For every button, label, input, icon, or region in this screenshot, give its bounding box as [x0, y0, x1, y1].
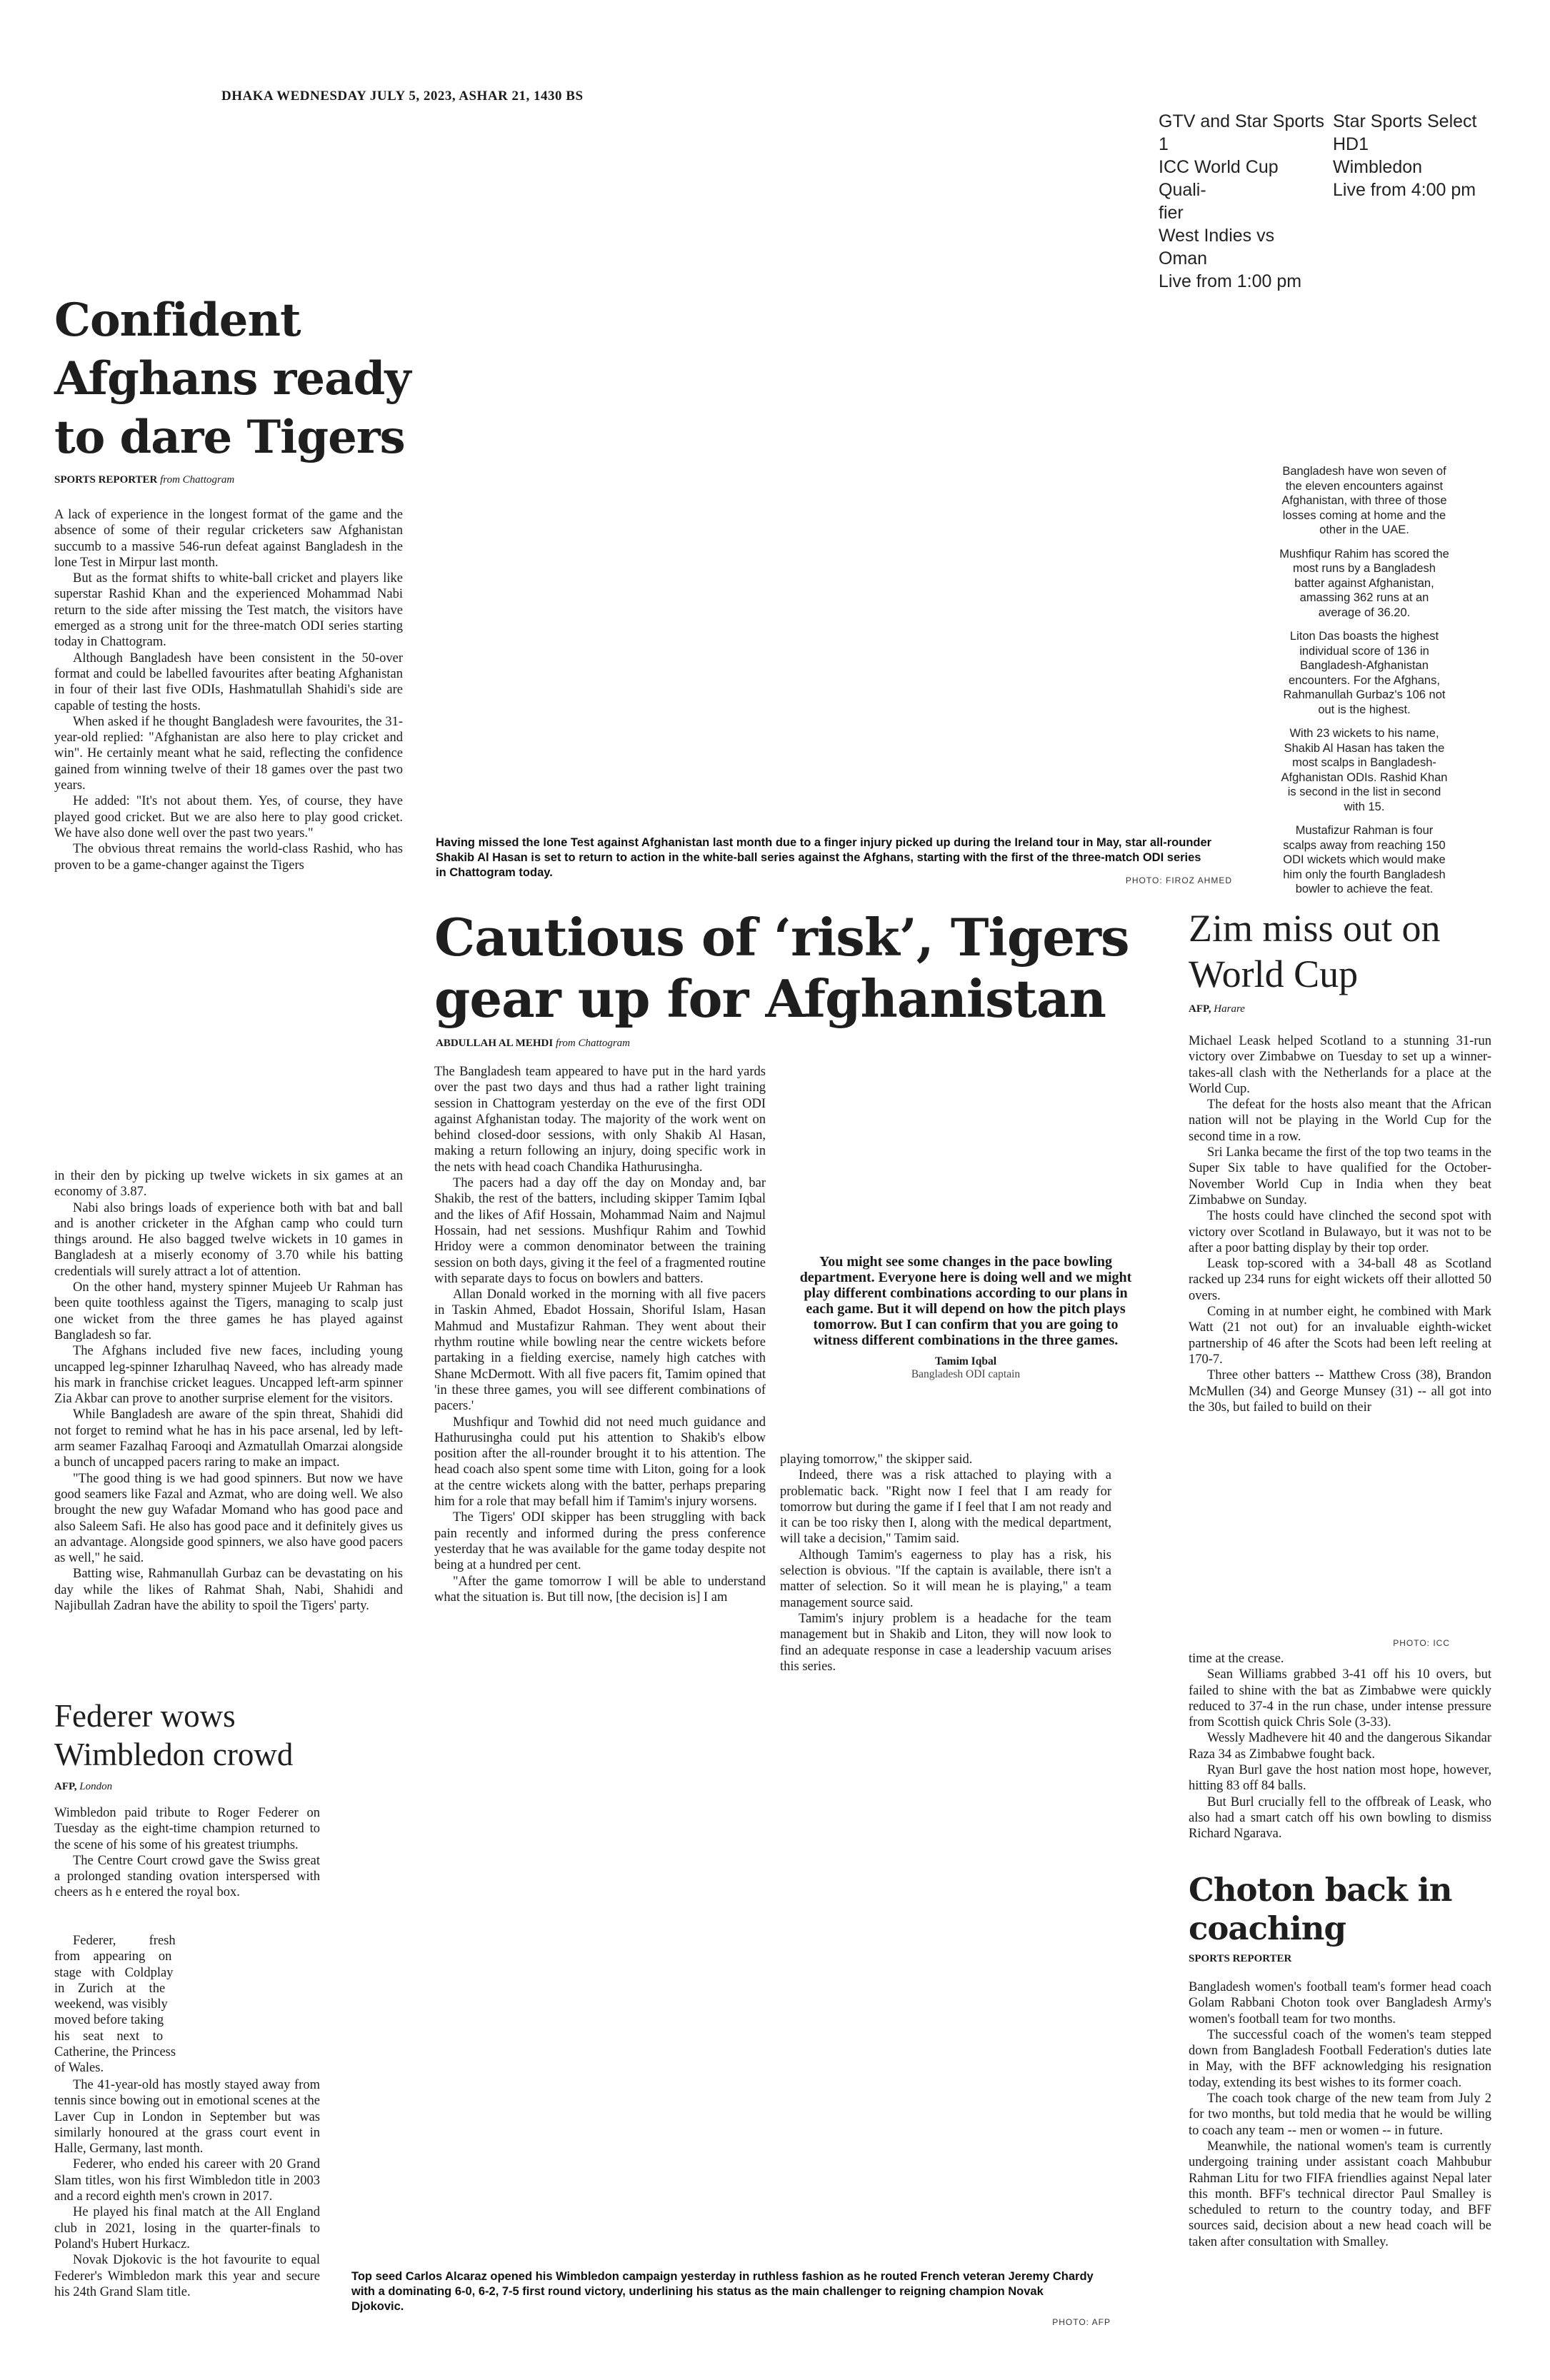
- headline-line: Zim miss out on: [1189, 907, 1441, 950]
- paragraph: Ryan Burl gave the host nation most hope, however, hitting 83 off 84 balls.: [1189, 1763, 1491, 1794]
- paragraph: "After the game tomorrow I will be able to understand what the situation is. But till now, [the decision is] I am: [434, 1574, 766, 1605]
- paragraph: The Tigers' ODI skipper has been struggling with back pain recently and informed during the press conference yesterday that he was available for the game today despite not being at a hundred per cent.: [434, 1510, 766, 1573]
- byline-author: AFP,: [1189, 1003, 1211, 1015]
- paragraph: in their den by picking up twelve wickets in six games at an economy of 3.87.: [54, 1169, 403, 1200]
- paragraph: Batting wise, Rahmanullah Gurbaz can be devastating on his day while the likes of Rahmat Shah, Nabi, Shahidi and Najibullah Zadran have the ability to spoil the Tigers' party.: [54, 1567, 403, 1614]
- byline-author: SPORTS REPORTER: [54, 474, 158, 486]
- article-zim-body-bottom: [1189, 1651, 1491, 1865]
- text-line: his seat next to: [54, 2029, 164, 2044]
- paragraph: The successful coach of the women's team stepped down from Bangladesh Football Federation's duties late in May, with the BFF acknowledging his resignation today, extending its best wishes to its former coach.: [1189, 2027, 1491, 2090]
- article-zim-body-top: [1189, 1033, 1491, 1505]
- text-line: Federer, fresh: [73, 1934, 176, 1948]
- text-line: moved before taking: [54, 2013, 164, 2028]
- paragraph: Tamim's injury problem is a headache for the team management but in Shakib and Liton, they will now look to find an adequate response in case a leadership vacuum arises this series.: [780, 1611, 1111, 1674]
- text-line: stage with Coldplay: [54, 1965, 174, 1980]
- paragraph: Although Tamim's eagerness to play has a risk, his selection is obvious. "If the captain is available, there isn't a matter of selection. So it will mean he is playing," a team management source said.: [780, 1547, 1111, 1610]
- fact-item: Liton Das boasts the highest individual score of 136 in Bangladesh-Afghanistan encounters. For the Afghans, Rahmanullah Gurbaz's 106 not out is the highest.: [1283, 630, 1446, 716]
- text-line: weekend, was visibly: [54, 1997, 168, 2012]
- fact-item: With 23 wickets to his name, Shakib Al Hasan has taken the most scalps in Bangladesh-Afghanistan ODIs. Rashid Khan is second in the list in second with 15.: [1281, 727, 1448, 813]
- headline-federer: [54, 1697, 411, 1774]
- headline-line: World Cup: [1189, 953, 1359, 995]
- paragraph: Leask top-scored with a 34-ball 48 as Scotland racked up 234 runs for eight wickets off their allotted 50 overs.: [1189, 1257, 1491, 1303]
- headline-line: Wimbledon crowd: [54, 1737, 294, 1772]
- tv-time: Live from 1:00 pm: [1159, 271, 1302, 291]
- paragraph: Bangladesh women's football team's former head coach Golam Rabbani Choton took over Bangladesh Army's women's football team for two months.: [1189, 1980, 1491, 2027]
- quote-role: Bangladesh ODI captain: [911, 1368, 1021, 1380]
- paragraph: While Bangladesh are aware of the spin threat, Shahidi did not forget to remind what he has in his pace arsenal, led by left-arm seamer Fazalhaq Farooqi and Azmatullah Omarzai alongside a bunch of uncapped pacers raring to make an impact.: [54, 1407, 403, 1470]
- fact-item: Mustafizur Rahman is four scalps away from reaching 150 ODI wickets which would make him only the fourth Bangladesh bowler to achieve the feat.: [1283, 824, 1446, 895]
- paragraph: But as the format shifts to white-ball cricket and players like superstar Rashid Khan and the experienced Mohammad Nabi return to the side after missing the Test match, the visitors have emerged as a strong unit for the three-match ODI series starting today in Chattogram.: [54, 571, 403, 650]
- paragraph: The obvious threat remains the world-class Rashid, who has proven to be a game-changer against the Tigers: [54, 842, 403, 873]
- article-afghans-body-bottom: [54, 1168, 403, 1682]
- article-choton-body: [1189, 1979, 1491, 2315]
- byline-location: London: [79, 1781, 113, 1792]
- tv-channel: Star Sports Select HD1: [1333, 111, 1477, 154]
- byline-author: SPORTS REPORTER: [1189, 1953, 1292, 1964]
- paragraph: Allan Donald worked in the morning with all five pacers in Taskin Ahmed, Ebadot Hossain, Shoriful Islam, Hasan Mahmud and Mustafizur Rahman. They went about their rhythm routine while bowling near the centre wickets before partaking in a fielding exercise, namely high catches with Shane McDermott. With all five pacers fit, Tamim opined that 'in these three games, you will see different combinations of pacers.': [434, 1287, 766, 1414]
- paragraph: The hosts could have clinched the second spot with victory over Scotland in Bulawayo, but it was not to be after a poor batting display by their top order.: [1189, 1209, 1491, 1255]
- headline-line: Confident: [54, 293, 301, 347]
- paragraph: Coming in at number eight, he combined with Mark Watt (21 not out) for an invaluable eighth-wicket partnership of 46 after the Scots had been left reeling at 170-7.: [1189, 1305, 1491, 1367]
- paragraph: He added: "It's not about them. Yes, of course, they have played good cricket. But we are also here to play good cricket. We have also done well over the past two years.": [54, 794, 403, 840]
- paragraph: Sri Lanka became the first of the top two teams in the Super Six table to have qualified for the October-November World Cup in India when they beat Zimbabwe on Sunday.: [1189, 1145, 1491, 1207]
- paragraph: He played his final match at the All England club in 2021, losing in the quarter-finals to Poland's Hubert Hurkacz.: [54, 2205, 320, 2251]
- tv-event: ICC World Cup Quali- fier West Indies vs Oman: [1159, 157, 1279, 268]
- headline-zim: [1189, 905, 1503, 997]
- fact-item: Mushfiqur Rahim has scored the most runs by a Bangladesh batter against Afghanistan, amassing 362 runs at an average of 36.20.: [1279, 547, 1449, 619]
- byline-federer: [54, 1781, 340, 1793]
- quote-text: You might see some changes in the pace bowling department. Everyone here is doing well and we might play different combinations according to our plans in each game. But it will depend on how the pitch plays tomorrow. But I can confirm that you are going to witness different combinations in the three games.: [799, 1254, 1132, 1348]
- paragraph: Wimbledon paid tribute to Roger Federer on Tuesday as the eight-time champion returned to the scene of his some of his greatest triumphs.: [54, 1806, 320, 1852]
- headline-choton: [1189, 1871, 1503, 1948]
- paragraph: Indeed, there was a risk attached to playing with a problematic back. "Right now I feel that I am ready for tomorrow but during the game if I feel that I am not ready and it can be too risky then I, along with the medical department, will take a decision," Tamim said.: [780, 1468, 1111, 1547]
- text-line: in Zurich at the: [54, 1981, 166, 1996]
- headline-afghans: [54, 291, 426, 467]
- fact-item: Bangladesh have won seven of the eleven encounters against Afghanistan, with three of those losses coming at home and the other in the UAE.: [1281, 465, 1447, 536]
- headline-line: Federer wows: [54, 1698, 236, 1734]
- headline-line: Afghans ready: [54, 352, 411, 406]
- byline-tigers: [436, 1038, 864, 1050]
- byline-author: AFP,: [54, 1781, 77, 1792]
- headline-line: coaching: [1189, 1909, 1346, 1947]
- tv-event: Wimbledon: [1333, 157, 1423, 177]
- article-federer-wrap: [54, 1933, 214, 2077]
- paragraph: On the other hand, mystery spinner Mujeeb Ur Rahman has been quite toothless against the Tigers, managing to scalp just one wicket from the three games he has played against Bangladesh so far.: [54, 1280, 403, 1342]
- facts-box: [1279, 464, 1450, 906]
- paragraph: Novak Djokovic is the hot favourite to equal Federer's Wimbledon mark this year and secure his 24th Grand Slam title.: [54, 2253, 320, 2299]
- headline-line: to dare Tigers: [54, 411, 405, 464]
- byline-author: ABDULLAH AL MEHDI: [436, 1038, 554, 1049]
- paragraph: When asked if he thought Bangladesh were favourites, the 31-year-old replied: "Afghanistan are also here to play cricket and win". He certainly meant what he said, reflecting the confidence gained from winning twelve of their 18 games over the past two years.: [54, 714, 403, 793]
- paragraph: Michael Leask helped Scotland to a stunning 31-run victory over Zimbabwe on Tuesday to set up a winner-takes-all clash with the Netherlands for a place at the World Cup.: [1189, 1034, 1491, 1096]
- paragraph: The pacers had a day off the day on Monday and, bar Shakib, the rest of the batters, including skipper Tamim Iqbal and the likes of Afif Hossain, Mohammad Naim and Najmul Hossain, had net sessions. Mushfiqur Rahim and Towhid Hridoy were a common denominator between the training session on both days, giving it the feel of a fragmented routine with separate days to focus on bowlers and batters.: [434, 1176, 766, 1286]
- article-federer-body-bottom: [54, 2077, 320, 2306]
- photo-caption-shakib: Having missed the lone Test against Afghanistan last month due to a finger injury picked up during the Ireland tour in May, star all-rounder Shakib Al Hasan is set to return to action in the white-ball series against the Afghans, starting with the first of the three-match ODI series in Chattogram today.: [436, 836, 1212, 879]
- byline-location: from Chattogram: [555, 1038, 630, 1049]
- photo-caption-alcaraz: Top seed Carlos Alcaraz opened his Wimbledon campaign yesterday in ruthless fashion as he routed French veteran Jeremy Chardy with a dominating 6-0, 6-2, 7-5 first round victory, underlining his status as the main challenger to reigning champion Novak Djokovic.: [351, 2270, 1094, 2313]
- headline-line: Choton back in: [1189, 1871, 1452, 1909]
- photo-credit: PHOTO: ICC: [1393, 1638, 1450, 1648]
- paragraph: "The good thing is we had good spinners. But now we have good seamers like Fazal and Azmat, who are doing well. We also brought the new guy Wafadar Momand who has good pace and also Saleem Safi. He also has good pace and it definitely gives us an advantage. Alongside good spinners, we also have good pacers as well," he said.: [54, 1471, 403, 1566]
- article-tigers-col1: [434, 1064, 766, 1703]
- byline-location: Harare: [1214, 1003, 1245, 1015]
- paragraph: Mushfiqur and Towhid did not need much guidance and Hathurusingha could put his attention to Shakib's elbow position after the all-rounder brought it to his attention. The head coach also spent some time with Liton, going for a look at the centre wickets along with the batter, perhaps preparing him for a role that may befall him if Tamim's injury worsens.: [434, 1415, 766, 1510]
- paragraph: Nabi also brings loads of experience both with bat and ball and is another cricketer in the Afghan camp who could turn things around. He also bagged twelve wickets in 10 games in Bangladesh at a miserly economy of 3.70 while his batting credentials will surely attract a lot of attention.: [54, 1200, 403, 1279]
- tv-time: Live from 4:00 pm: [1333, 180, 1476, 200]
- photo-credit: PHOTO: AFP: [1052, 2317, 1111, 2327]
- paragraph: A lack of experience in the longest format of the game and the absence of some of their regular cricketers saw Afghanistan succumb to a massive 546-run defeat against Bangladesh in the lone Test in Mirpur last month.: [54, 508, 403, 570]
- paragraph: Wessly Madhevere hit 40 and the dangerous Sikandar Raza 34 as Zimbabwe fought back.: [1189, 1731, 1491, 1762]
- article-tigers-col2: [780, 1452, 1111, 1694]
- photo-credit: PHOTO: FIROZ AHMED: [1125, 875, 1232, 885]
- dateline: DHAKA WEDNESDAY JULY 5, 2023, ASHAR 21, 1430 BS: [221, 89, 584, 104]
- paragraph: Meanwhile, the national women's team is currently undergoing training under assistant coach Mahbubur Rahman Litu for two FIFA friendlies against Nepal later this month. BFF's technical director Paul Smalley is scheduled to return to the country today, and BFF sources said, decision about a new head coach will be taken after consultation with Smalley.: [1189, 2139, 1491, 2249]
- text-line: from appearing on: [54, 1949, 172, 1964]
- headline-line: Cautious of ‘risk’, Tigers: [434, 907, 1129, 968]
- byline-location: from Chattogram: [160, 474, 235, 486]
- paragraph: Three other batters -- Matthew Cross (38), Brandon McMullen (34) and George Munsey (31) -- all got into the 30s, but failed to build on their: [1189, 1368, 1491, 1415]
- tv-listing-1: [1159, 110, 1327, 293]
- byline-afghans: [54, 474, 426, 486]
- text-line: Catherine, the Princess: [54, 2045, 176, 2060]
- quote-name: Tamim Iqbal: [935, 1355, 996, 1367]
- tv-listing-2: [1333, 110, 1511, 201]
- article-federer-body-top: [54, 1805, 320, 1901]
- paragraph: time at the crease.: [1189, 1652, 1284, 1666]
- paragraph: The Bangladesh team appeared to have put in the hard yards over the past two days and thus had a rather light training session in Chattogram yesterday on the eve of the first ODI against Afghanistan today. The majority of the work went on behind closed-door sessions, with only Shakib Al Hasan, making a return following an injury, doing specific work in the nets with head coach Chandika Hathurusingha.: [434, 1065, 766, 1175]
- text-line: of Wales.: [54, 2061, 104, 2076]
- byline-zim: [1189, 1003, 1474, 1015]
- paragraph: The 41-year-old has mostly stayed away from tennis since bowing out in emotional scenes at the Laver Cup in London in September but was similarly honoured at the grass court event in Halle, Germany, last month.: [54, 2078, 320, 2156]
- paragraph: But Burl crucially fell to the offbreak of Leask, who also had a smart catch off his own bowling to dismiss Richard Ngarava.: [1189, 1794, 1491, 1842]
- paragraph: Although Bangladesh have been consistent in the 50-over format and could be labelled favourites after beating Afghanistan in four of their last five ODIs, Hashmatullah Shahidi's side are capable of testing the hosts.: [54, 651, 403, 713]
- paragraph: The defeat for the hosts also meant that the African nation will not be playing in the World Cup for the second time in a row.: [1189, 1098, 1491, 1144]
- headline-line: gear up for Afghanistan: [434, 968, 1106, 1029]
- paragraph: The coach took charge of the new team from July 2 for two months, but told media that he would be willing to coach any team -- men or women -- in future.: [1189, 2092, 1491, 2138]
- paragraph: playing tomorrow," the skipper said.: [780, 1452, 973, 1467]
- paragraph: The Centre Court crowd gave the Swiss great a prolonged standing ovation interspersed with cheers as h e entered the royal box.: [54, 1853, 320, 1900]
- headline-tigers: [434, 907, 1149, 1030]
- article-afghans-body-top: [54, 507, 403, 907]
- tv-channel: GTV and Star Sports 1: [1159, 111, 1325, 154]
- paragraph: Sean Williams grabbed 3-41 off his 10 overs, but failed to shine with the bat as Zimbabwe were quickly reduced to 37-4 in the run chase, under intense pressure from Scottish quick Chris Sole (3-33).: [1189, 1667, 1491, 1730]
- paragraph: The Afghans included five new faces, including young uncapped leg-spinner Izharulhaq Naveed, who has already made his mark in franchise cricket leagues. Uncapped left-arm spinner Zia Akbar can prove to another surprise element for the visitors.: [54, 1344, 403, 1407]
- paragraph: Federer, who ended his career with 20 Grand Slam titles, won his first Wimbledon title in 2003 and a record eighth men's crown in 2017.: [54, 2157, 320, 2204]
- byline-choton: [1189, 1953, 1474, 1965]
- pull-quote: [791, 1254, 1140, 1381]
